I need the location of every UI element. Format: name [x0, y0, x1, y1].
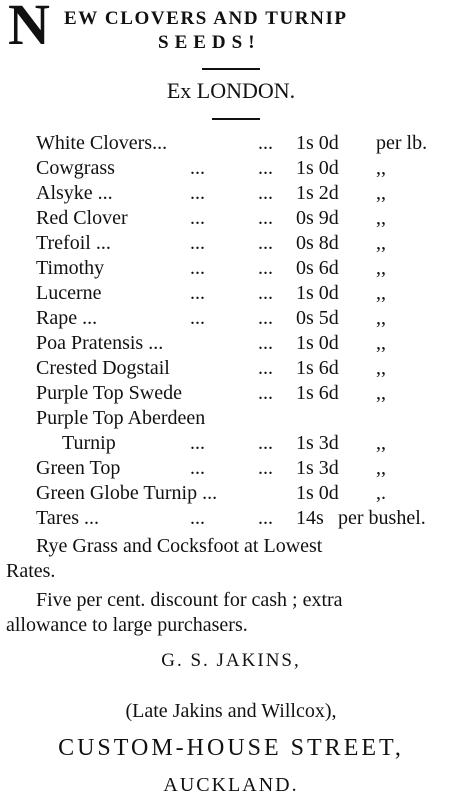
price-row	[0, 406, 462, 431]
price-unit: per bushel.	[338, 507, 426, 529]
headline-rule	[202, 68, 260, 70]
price-leader-dots: ...	[258, 457, 273, 479]
subhead-rule	[212, 118, 260, 120]
price-leader-dots: ...	[258, 132, 273, 154]
price-leader-dots: ...	[258, 207, 273, 229]
price-value: 1s 6d	[296, 357, 339, 379]
price-leader-dots: ...	[190, 432, 205, 454]
price-value: 0s 8d	[296, 232, 339, 254]
price-unit: ,,	[376, 382, 386, 404]
price-leader-dots: ...	[258, 357, 273, 379]
price-row	[0, 231, 462, 256]
price-row	[0, 456, 462, 481]
price-leader-dots: ...	[190, 307, 205, 329]
price-item: Lucerne	[36, 282, 102, 304]
price-leader-dots: ...	[258, 382, 273, 404]
price-leader-dots: ...	[258, 282, 273, 304]
price-unit: ,.	[376, 482, 386, 504]
price-leader-dots: ...	[258, 432, 273, 454]
price-item: Trefoil ...	[36, 232, 111, 254]
price-leader-dots: ...	[258, 307, 273, 329]
price-row	[0, 331, 462, 356]
price-item: Timothy	[36, 257, 105, 279]
price-value: 1s 0d	[296, 482, 339, 504]
price-unit: ,,	[376, 432, 386, 454]
price-unit: per lb.	[376, 132, 428, 154]
price-value: 1s 3d	[296, 457, 339, 479]
headline-dropcap: N	[8, 0, 50, 57]
price-unit: ,,	[376, 282, 386, 304]
price-row	[0, 281, 462, 306]
price-item: Red Clover	[36, 207, 128, 229]
city: AUCKLAND.	[163, 774, 299, 796]
price-value: 0s 5d	[296, 307, 339, 329]
price-row	[0, 256, 462, 281]
discount-note-line-2: allowance to large purchasers.	[6, 614, 248, 636]
price-item: Purple Top Aberdeen	[36, 407, 206, 429]
price-leader-dots: ...	[190, 507, 205, 529]
price-leader-dots: ...	[258, 182, 273, 204]
price-value: 0s 6d	[296, 257, 339, 279]
price-row	[0, 431, 462, 456]
price-leader-dots: ...	[190, 182, 205, 204]
price-value: 14s	[296, 507, 324, 529]
price-unit: ,,	[376, 232, 386, 254]
price-unit: ,,	[376, 357, 386, 379]
price-unit: ,,	[376, 457, 386, 479]
price-item: Crested Dogstail	[36, 357, 170, 379]
price-row	[0, 181, 462, 206]
price-item: Purple Top Swede	[36, 382, 182, 404]
price-leader-dots: ...	[190, 232, 205, 254]
street-address: CUSTOM-HOUSE STREET,	[58, 735, 404, 761]
rye-grass-note-line-2: Rates.	[6, 560, 56, 582]
price-unit: ,,	[376, 207, 386, 229]
price-item: Cowgrass	[36, 157, 115, 179]
discount-note-line-1: Five per cent. discount for cash ; extra	[36, 589, 343, 611]
price-leader-dots: ...	[190, 257, 205, 279]
price-unit: ,,	[376, 182, 386, 204]
price-row	[0, 131, 462, 156]
price-value: 1s 2d	[296, 182, 339, 204]
subhead: Ex LONDON.	[166, 78, 296, 103]
price-unit: ,,	[376, 257, 386, 279]
price-unit: ,,	[376, 157, 386, 179]
price-value: 1s 0d	[296, 157, 339, 179]
price-row	[0, 306, 462, 331]
price-item: Alsyke ...	[36, 182, 113, 204]
price-row	[0, 156, 462, 181]
price-value: 0s 9d	[296, 207, 339, 229]
price-item: Rape ...	[36, 307, 98, 329]
price-item: Green Globe Turnip ...	[36, 482, 218, 504]
price-leader-dots: ...	[258, 232, 273, 254]
price-unit: ,,	[376, 332, 386, 354]
headline-line-2: SEEDS!	[158, 32, 261, 53]
price-row	[0, 381, 462, 406]
merchant-name: G. S. JAKINS,	[161, 650, 301, 671]
price-value: 1s 0d	[296, 332, 339, 354]
price-row	[0, 206, 462, 231]
price-value: 1s 0d	[296, 132, 339, 154]
headline	[6, 0, 456, 57]
price-item: Turnip	[62, 432, 116, 454]
price-leader-dots: ...	[190, 457, 205, 479]
former-firm: (Late Jakins and Willcox),	[125, 700, 337, 722]
price-leader-dots: ...	[258, 257, 273, 279]
price-row	[0, 506, 462, 531]
price-item: White Clovers...	[36, 132, 168, 154]
price-leader-dots: ...	[190, 282, 205, 304]
rye-grass-note-line-1: Rye Grass and Cocksfoot at Lowest	[36, 535, 323, 557]
price-row	[0, 481, 462, 506]
price-value: 1s 3d	[296, 432, 339, 454]
headline-line-1: EW CLOVERS AND TURNIP	[64, 8, 348, 29]
price-value: 1s 0d	[296, 282, 339, 304]
price-leader-dots: ...	[258, 332, 273, 354]
price-value: 1s 6d	[296, 382, 339, 404]
price-item: Tares ...	[36, 507, 100, 529]
price-leader-dots: ...	[258, 507, 273, 529]
price-unit: ,,	[376, 307, 386, 329]
price-item: Poa Pratensis ...	[36, 332, 164, 354]
price-row	[0, 356, 462, 381]
price-leader-dots: ...	[258, 157, 273, 179]
price-item: Green Top	[36, 457, 121, 479]
price-leader-dots: ...	[190, 157, 205, 179]
price-leader-dots: ...	[190, 207, 205, 229]
